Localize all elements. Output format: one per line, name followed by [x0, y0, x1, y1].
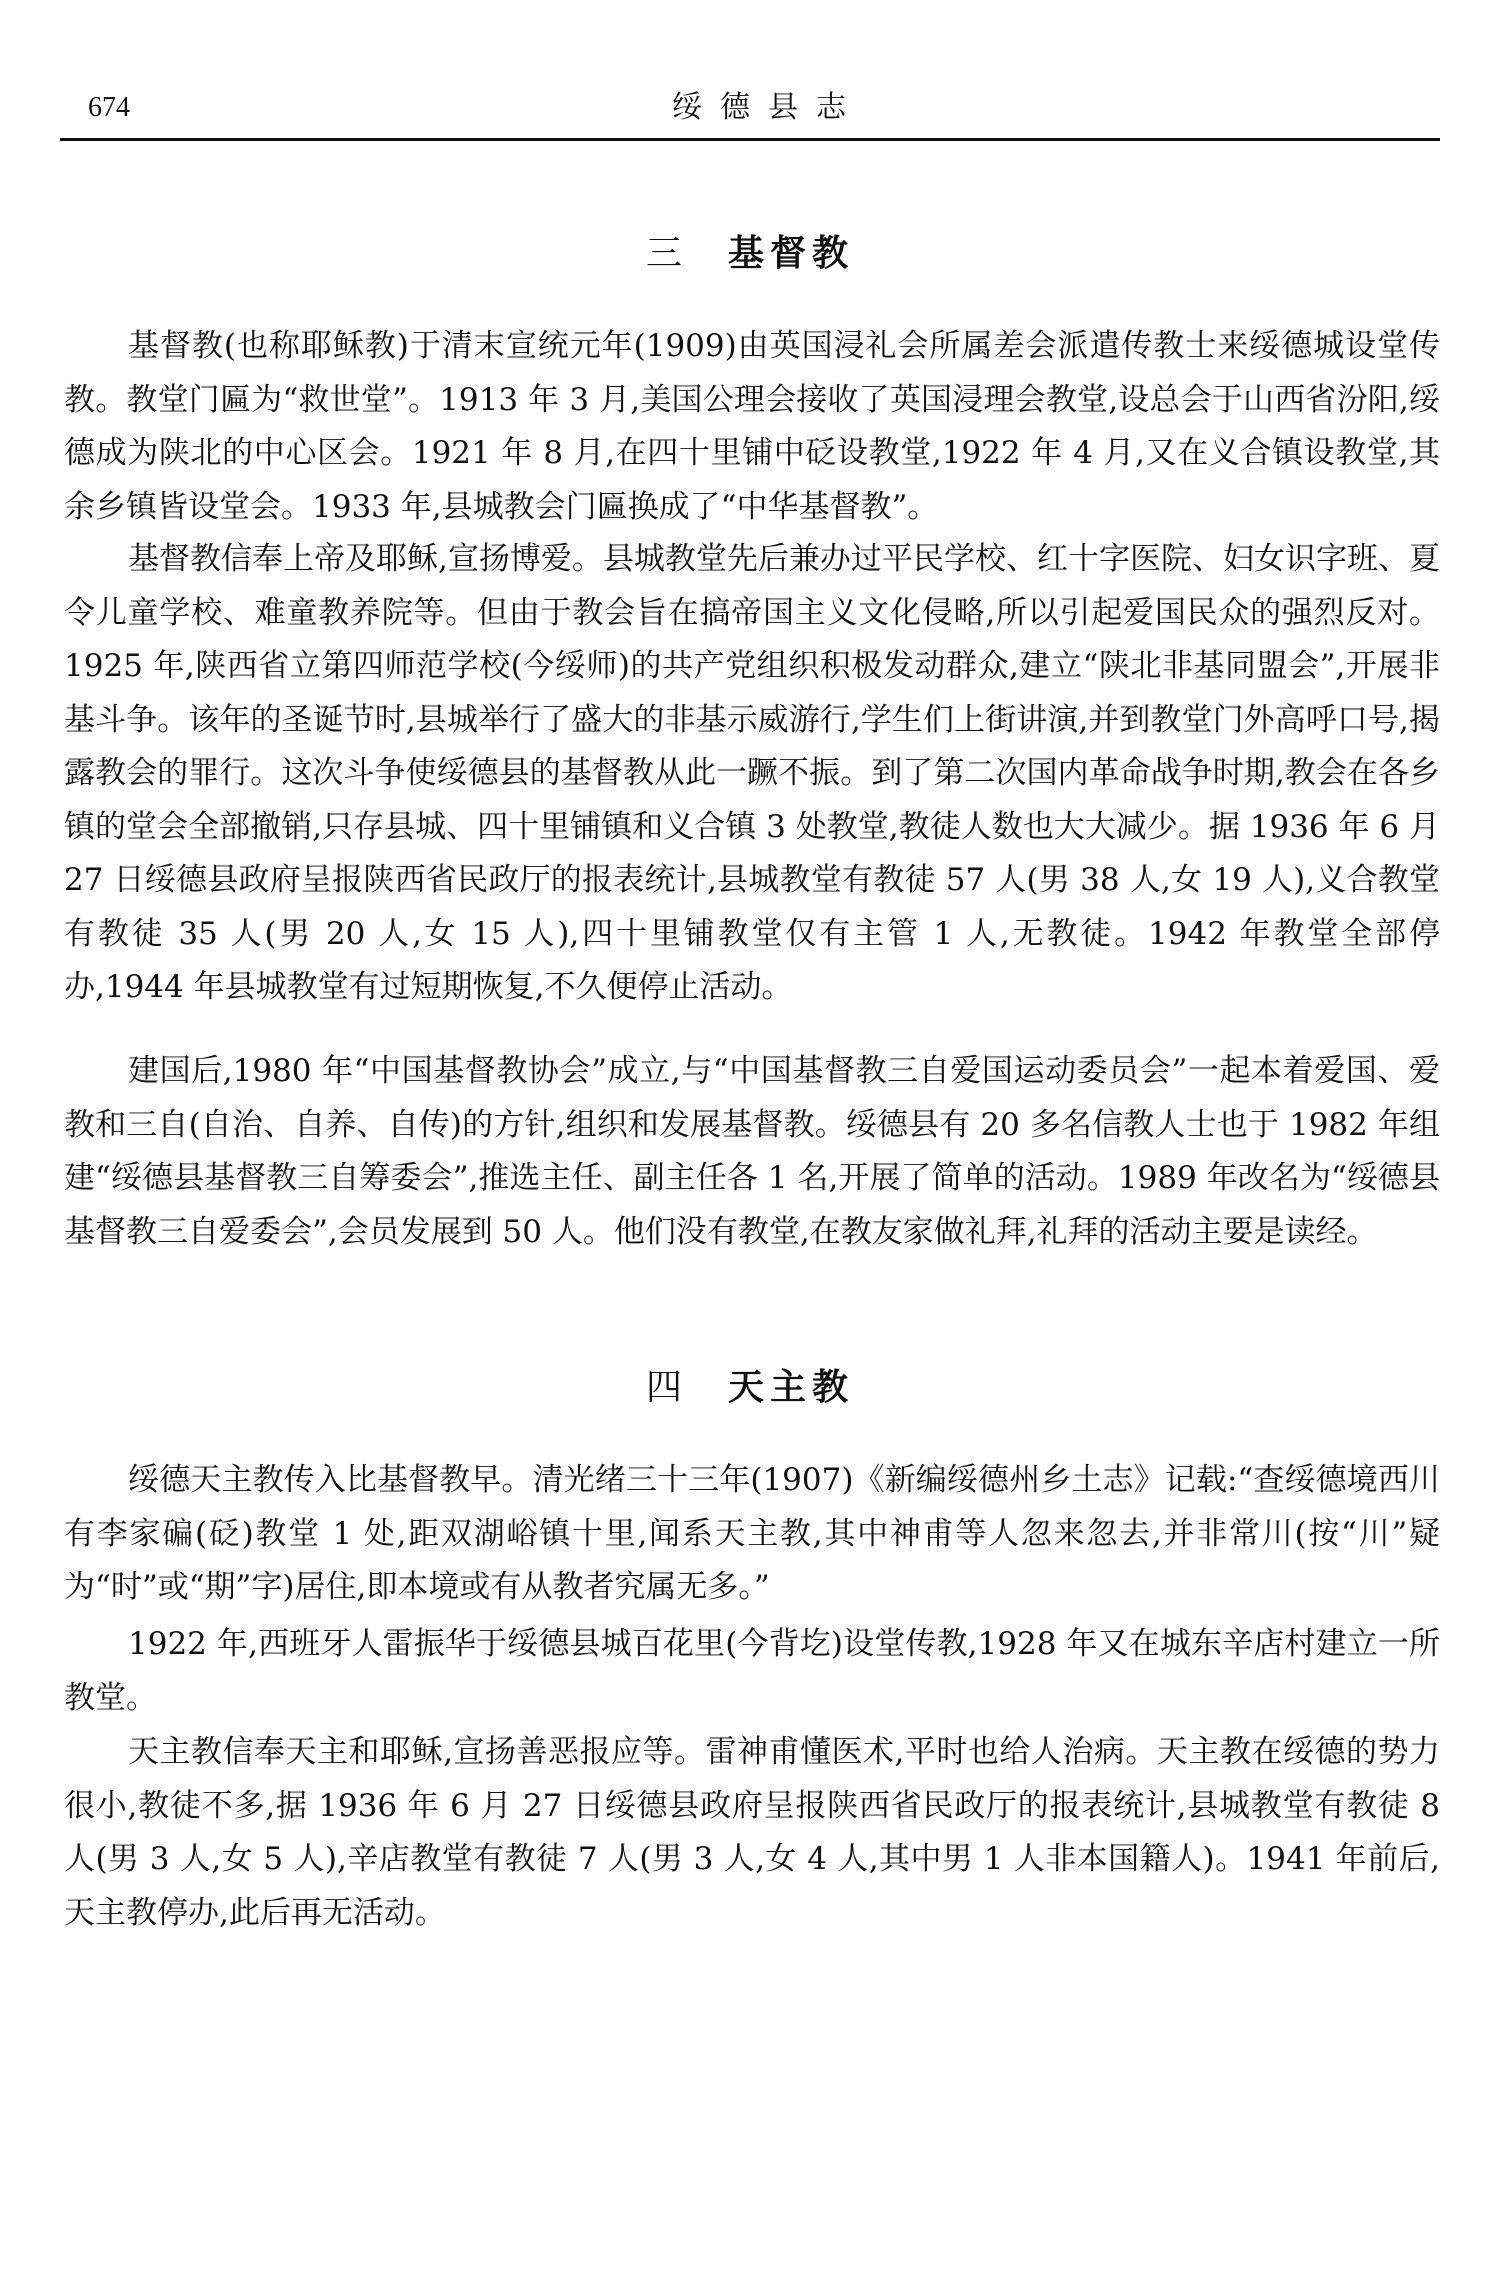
section-number: 四	[645, 1367, 688, 1408]
section-title: 天主教	[728, 1366, 855, 1408]
section-heading-catholicism	[0, 1362, 1500, 1413]
section-heading-christianity	[0, 228, 1500, 279]
page-number: 674	[88, 92, 130, 123]
paragraph: 基督教(也称耶稣教)于清末宣统元年(1909)由英国浸礼会所属差会派遣传教士来绥德城设堂传教。教堂门匾为“救世堂”。1913 年 3 月,美国公理会接收了英国浸理会教堂,设总会于山西省汾阳,绥德成为陕北的中心区会。1921 年 8 月,在四十里铺中砭设教堂,1922 年 4 月,又在义合镇设教堂,其余乡镇皆设堂会。1933 年,县城教会门匾换成了“中华基督教”。	[64, 328, 1440, 525]
section-number: 三	[645, 233, 688, 274]
running-title: 绥德县志	[672, 90, 864, 125]
page-header	[60, 88, 1440, 138]
paragraph: 绥德天主教传入比基督教早。清光绪三十三年(1907)《新编绥德州乡土志》记载:“查绥德境西川有李家碥(砭)教堂 1 处,距双湖峪镇十里,闻系天主教,其中神甫等人忽来忽去,并非常川(按“川”疑为“时”或“期”字)居住,即本境或有从教者究属无多。”	[64, 1462, 1440, 1605]
paragraph: 基督教信奉上帝及耶稣,宣扬博爱。县城教堂先后兼办过平民学校、红十字医院、妇女识字班、夏令儿童学校、难童教养院等。但由于教会旨在搞帝国主义文化侵略,所以引起爱国民众的强烈反对。1925 年,陕西省立第四师范学校(今绥师)的共产党组织积极发动群众,建立“陕北非基同盟会”,开展非基斗争。该年的圣诞节时,县城举行了盛大的非基示威游行,学生们上街讲演,并到教堂门外高呼口号,揭露教会的罪行。这次斗争使绥德县的基督教从此一蹶不振。到了第二次国内革命战争时期,教会在各乡镇的堂会全部撤销,只存县城、四十里铺镇和义合镇 3 处教堂,教徒人数也大大减少。据 1936 年 6 月 27 日绥德县政府呈报陕西省民政厅的报表统计,县城教堂有教徒 57 人(男 38 人,女 19 人),义合教堂有教徒 35 人(男 20 人,女 15 人),四十里铺教堂仅有主管 1 人,无教徒。1942 年教堂全部停办,1944 年县城教堂有过短期恢复,不久便停止活动。	[64, 541, 1440, 1005]
paragraph: 天主教信奉天主和耶稣,宣扬善恶报应等。雷神甫懂医术,平时也给人治病。天主教在绥德的势力很小,教徒不多,据 1936 年 6 月 27 日绥德县政府呈报陕西省民政厅的报表统计,县城教堂有教徒 8 人(男 3 人,女 5 人),辛店教堂有教徒 7 人(男 3 人,女 4 人,其中男 1 人非本国籍人)。1941 年前后,天主教停办,此后再无活动。	[64, 1734, 1440, 1931]
paragraph: 1922 年,西班牙人雷振华于绥德县城百花里(今背圪)设堂传教,1928 年又在城东辛店村建立一所教堂。	[64, 1626, 1440, 1716]
header-rule	[60, 138, 1440, 141]
section-title: 基督教	[728, 232, 855, 274]
paragraph: 建国后,1980 年“中国基督教协会”成立,与“中国基督教三自爱国运动委员会”一起本着爱国、爱教和三自(自治、自养、自传)的方针,组织和发展基督教。绥德县有 20 多名信教人士也于 1982 年组建“绥德县基督教三自筹委会”,推选主任、副主任各 1 名,开展了简单的活动。1989 年改名为“绥德县基督教三自爱委会”,会员发展到 50 人。他们没有教堂,在教友家做礼拜,礼拜的活动主要是读经。	[64, 1053, 1440, 1250]
